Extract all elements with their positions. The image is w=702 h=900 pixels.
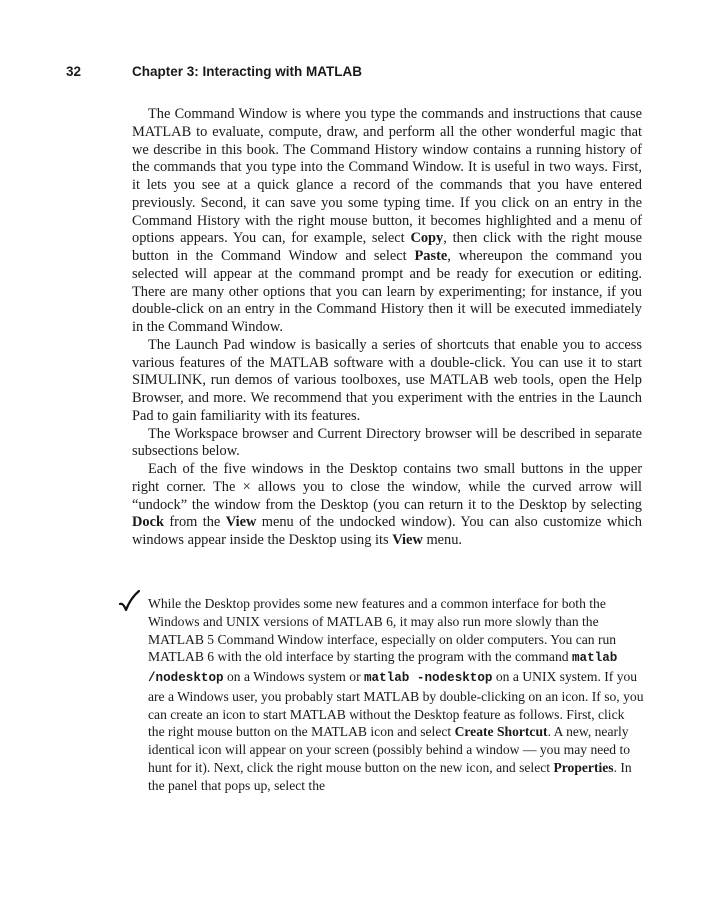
code-command-nodesktop-windows: matlab /nodesktop bbox=[148, 651, 618, 685]
menu-term-dock: Dock bbox=[132, 514, 164, 531]
body-text bbox=[132, 106, 642, 550]
page-number: 32 bbox=[66, 64, 82, 79]
running-header bbox=[66, 64, 666, 84]
paragraph-undock: Each of the five windows in the Desktop contains two small buttons in the upper right corner. The × allows you to close the window, while the curved arrow will “undock” the window from the Desktop (you can return it to the Desktop by selecting Dock from the View menu of the undocked window). You can also customize which windows appear inside the Desktop using its View menu. bbox=[132, 461, 642, 548]
paragraph-workspace: The Workspace browser and Current Directory browser will be described in separate subsections below. bbox=[132, 425, 642, 460]
menu-term-properties: Properties bbox=[553, 759, 614, 775]
code-command-nodesktop-unix: matlab -nodesktop bbox=[364, 671, 493, 685]
menu-term-paste: Paste bbox=[414, 248, 448, 264]
margin-note: While the Desktop provides some new features and a common interface for both the Windows and UNIX versions of MATLAB 6, it may also run more slowly than the MATLAB 5 Command Window interface, especially on older computers. You can run MATLAB 6 with the old interface by starting the program with the command matlab /nodesktop on a Windows system or matlab -nodesktop on a UNIX system. If you are a Windows user, you probably start MATLAB by double-clicking on an icon. If so, you can create an icon to start MATLAB without the Desktop feature as follows. First, click the right mouse button on the MATLAB icon and select Create Shortcut. A new, nearly identical icon will appear on your screen (possibly behind a window — you may need to hunt for it). Next, click the right mouse button on the new icon, and select Properties. In the panel that pops up, select the bbox=[148, 596, 644, 793]
paragraph-launch-pad: The Launch Pad window is basically a series of shortcuts that enable you to access various features of the MATLAB software with a double-click. You can use it to start SIMULINK, run demos of various toolboxes, use MATLAB web tools, open the Help Browser, and more. We recommend that you experiment with the entries in the Launch Pad to gain familiarity with its features. bbox=[132, 336, 642, 424]
menu-term-view: View bbox=[392, 532, 423, 548]
checkmark-icon bbox=[118, 590, 140, 614]
menu-term-view: View bbox=[225, 514, 257, 531]
paragraph-command-window: The Command Window is where you type the commands and instructions that cause MATLAB to evaluate, compute, draw, and perform all the other wonderful magic that we describe in this book. The Command History window contains a running history of the commands that you type into the Command Window. It is useful in two ways. First, it lets you see at a quick glance a record of the commands that you have entered previously. Second, it can save you some typing time. If you click on an entry in the Command History with the right mouse button, it becomes highlighted and a menu of options appears. You can, for example, select Copy, then click with the right mouse button in the Command Window and select Paste, whereupon the command you selected will appear at the command prompt and be ready for execution or editing. There are many other options that you can learn by experimenting; for instance, if you double-click on an entry in the Command History then it will be executed immediately in the Command Window. bbox=[132, 106, 643, 335]
chapter-title: Chapter 3: Interacting with MATLAB bbox=[132, 64, 363, 79]
menu-term-copy: Copy bbox=[410, 230, 444, 247]
menu-term-create-shortcut: Create Shortcut bbox=[454, 724, 548, 740]
